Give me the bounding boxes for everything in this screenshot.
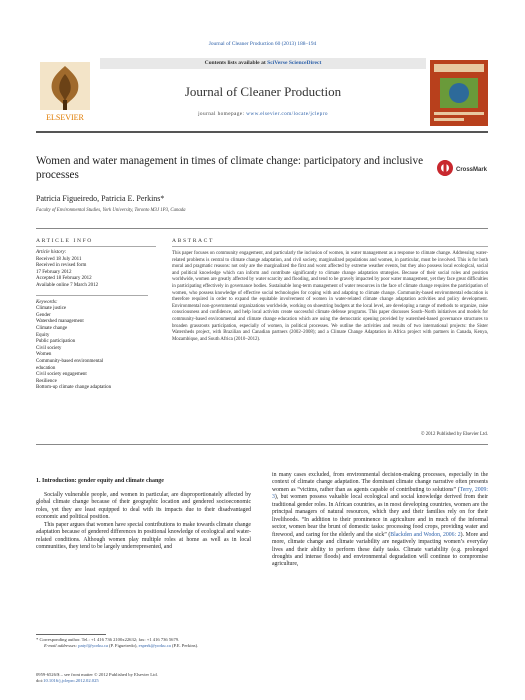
author-list: Patricia Figueiredo, Patricia E. Perkins*: [36, 194, 165, 203]
history-item: 17 February 2012: [36, 269, 72, 275]
email-label: E-mail addresses:: [44, 643, 79, 648]
title-rule: [36, 228, 488, 229]
issn-line: 0959-6526/$ – see front matter © 2012 Published by Elsevier Ltd.: [36, 672, 158, 677]
keyword: Climate change: [36, 325, 68, 331]
body-left-column: [36, 478, 251, 552]
affiliation: Faculty of Environmental Studies, York University, Toronto M3J 1P3, Canada: [36, 208, 186, 213]
article-title: Women and water management in times of climate change: participatory and inclusive processes: [36, 155, 424, 181]
citation-link[interactable]: Blackden and Wodon, 2006: 2: [390, 531, 461, 538]
history-item: Available online 7 March 2012: [36, 282, 99, 288]
email-owner: (P. Figueiredo),: [107, 643, 139, 648]
homepage-label: journal homepage:: [198, 111, 247, 117]
keyword: Gender: [36, 312, 51, 318]
doi-label: doi:: [36, 678, 44, 683]
journal-cover-thumbnail: [430, 60, 488, 126]
article-info-heading: ARTICLE INFO: [36, 238, 93, 244]
elsevier-wordmark: ELSEVIER: [46, 113, 84, 122]
body-paragraph: [272, 472, 488, 569]
elsevier-logo: [36, 60, 94, 124]
history-item: Received in revised form: [36, 263, 87, 269]
footnote-rule: [36, 634, 106, 635]
body-text-run: ). More and more, climate change and climate variability are negatively impacting women’s everyday lives and their ability to perform these daily tasks. Climate variability (e.g. prolonged droughts and intense floods) and environmental degradation will continue to compromise agriculture,: [272, 531, 488, 568]
crossmark-label: CrossMark: [456, 167, 488, 173]
abstract-text: This paper focuses on community engagement, and particularly the inclusion of women, in water management as a response to climate change. Addressing water-related problems is central to climate change adaptation, and civil society, marginalized populations and women, in particular, must be involved. This is for both moral and pragmatic reasons: not only are the marginalized the first and worst affected by extreme weather events, but they also possess local ecological, social and political knowledge which can inform and contribute significantly to climate change adaptation strategies. Because of their social roles and position worldwide, women are greatly affected by water scarcity and flooding, and tend to be gravely impacted by poor water management, yet they face great difficulties in participating effectively in governance bodies. Sustainable long-term management of water resources in the face of climate change requires the participation of women, who possess knowledge of effective social technologies for coping with and adapting to climate change. Community-based environmental education is therefore required in order to expand the equitable involvement of women in water-related climate change adaptation activities and policy development. Environmental non-governmental organizations worldwide, working on shoestring budgets at the local level, are developing a range of methods to organize, raise consciousness and confidence, and help local activists create successful climate defense programs. This paper discusses South–North initiatives and models for community-based environmental and climate change education which are using the democratic opening provided by watershed-based governance structures to broaden grassroots participation, especially of women, in political processes. We outline the activities and results of two international projects: the Sister Watersheds project, with Brazilian and Canadian partners (2002–2008); and a Climate Change Adaptation in Africa project with partners in Canada, Kenya, Mozambique, and South Africa (2010–2012).: [172, 251, 488, 342]
crossmark-badge[interactable]: [436, 158, 488, 178]
keyword: Climate justice: [36, 306, 67, 312]
keyword: Civil society engagement: [36, 372, 87, 378]
header-rule: [36, 131, 488, 133]
section-1-heading: 1. Introduction: gender equity and climate change: [36, 478, 164, 484]
body-right-column: [272, 472, 488, 569]
contents-banner: [100, 58, 426, 69]
sciencedirect-link[interactable]: SciVerse ScienceDirect: [267, 60, 322, 66]
publication-info: [36, 672, 251, 684]
journal-name: Journal of Cleaner Production: [184, 84, 342, 99]
corresponding-author-note: * Corresponding author. Tel.: +1 416 736 2100x22632; fax: +1 416 736 5679.: [36, 637, 180, 642]
email-owner: (P.E. Perkins).: [171, 643, 199, 648]
abstract-copyright: © 2012 Published by Elsevier Ltd.: [420, 432, 488, 437]
history-label: Article history:: [36, 250, 67, 255]
journal-homepage: [100, 111, 426, 117]
abstract-rule: [172, 246, 488, 247]
keywords-rule: [36, 295, 148, 296]
citation-link[interactable]: Terry, 2009: 3: [272, 486, 488, 501]
homepage-link[interactable]: www.elsevier.com/locate/jclepro: [246, 111, 328, 117]
body-paragraph: This paper argues that women have special contributions to make towards climate change adaptation because of gendered differences in positional knowledge of ecological and water-related conditions. Although women play multiple roles at home as well as in local communities, they tend to be largely underrepresented, and: [36, 521, 251, 551]
keyword: Watershed management: [36, 319, 84, 325]
keyword: Resilience: [36, 378, 57, 384]
keyword: Civil society: [36, 345, 62, 351]
email-line: [36, 643, 251, 649]
doi-link[interactable]: 10.1016/j.jclepro.2012.02.025: [43, 678, 99, 683]
keywords-label: Keywords:: [36, 299, 58, 305]
history-item: Accepted 18 February 2012: [36, 276, 92, 282]
footnote: [36, 637, 251, 649]
keyword: Community-based environmental: [36, 358, 104, 364]
abstract-heading: ABSTRACT: [172, 238, 215, 244]
body-text-run: ), but women possess valuable local ecological and social knowledge derived from their traditional gender roles. In African countries, as in most developing countries, women are the principal managers of natural resources, which they and their families rely on for their livelihoods. “In addition to their prominence in agriculture and in much of the informal sector, women bear the brunt of domestic tasks: processing food crops, providing water and firewood, and caring for the elderly and the sick” (: [272, 494, 488, 538]
keyword: Public participation: [36, 339, 76, 345]
email-link[interactable]: esperk@yorku.ca: [138, 643, 171, 648]
doi-line: [36, 678, 251, 684]
keyword: Women: [36, 352, 52, 358]
article-info-column: [36, 250, 148, 392]
keyword: education: [36, 365, 56, 371]
keyword: Bottom-up climate change adaptation: [36, 385, 112, 391]
article-info-rule: [36, 246, 156, 247]
email-link[interactable]: patyf@yorku.ca: [78, 643, 108, 648]
keyword-list: [36, 306, 148, 392]
journal-reference[interactable]: Journal of Cleaner Production 60 (2013) 188–194: [208, 41, 317, 47]
keyword: Equity: [36, 332, 50, 338]
history-item: Received 18 July 2011: [36, 256, 82, 262]
abstract-bottom-rule: [36, 444, 488, 445]
history-list: [36, 257, 148, 290]
body-paragraph: Socially vulnerable people, and women in particular, are disproportionately affected by global climate change because of their geographic location and gendered socioeconomic roles, yet they are least equipped to deal with its impacts due to their disadvantaged economic and political position.: [36, 492, 251, 521]
body-text-run: in many cases excluded, from environmental decision-making processes, especially in the context of climate change adaptation. The dominant climate change narrative often presents women as “victims, rather than as agents capable of contributing to solutions” (: [272, 472, 488, 493]
contents-prefix: Contents lists available at: [204, 60, 268, 66]
